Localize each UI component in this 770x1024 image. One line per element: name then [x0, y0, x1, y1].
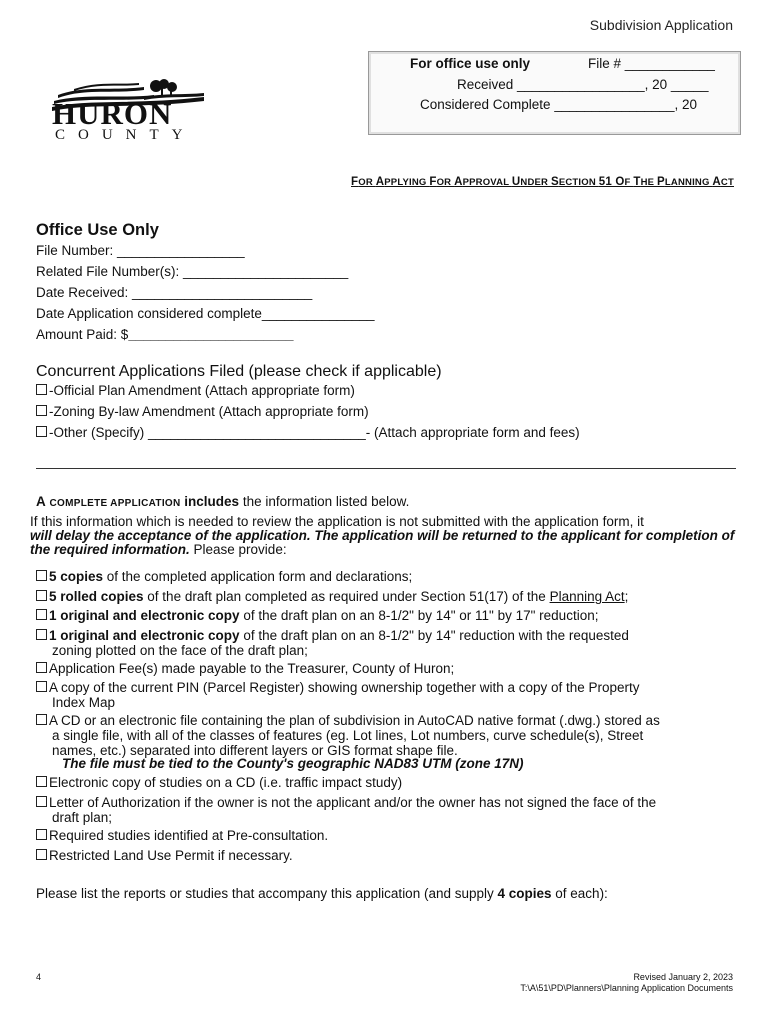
related-file-number-field[interactable]: Related File Number(s): ______________________ — [36, 264, 349, 279]
revised-date: Revised January 2, 2023 — [633, 972, 733, 982]
concurrent-item-zoning[interactable]: -Zoning By-law Amendment (Attach appropriate form) — [36, 404, 369, 419]
intro-paragraph: If this information which is needed to review the application is not submitted with the application form, it will delay the acceptance of the application. The application will be returned to the applicant for completion of the required information. Please provide: — [30, 514, 735, 557]
reports-instruction: Please list the reports or studies that accompany this application (and supply 4 copies of each): — [36, 886, 608, 901]
checklist-item-5[interactable]: Application Fee(s) made payable to the Treasurer, County of Huron; — [36, 661, 736, 676]
office-box-considered-complete: Considered Complete ________________, 20 — [420, 97, 697, 112]
intro-line: A COMPLETE APPLICATION includes the information listed below. — [36, 494, 410, 509]
nad83-note: The file must be tied to the County's geographic NAD83 UTM (zone 17N) — [62, 756, 524, 771]
office-use-heading: Office Use Only — [36, 221, 159, 239]
checkbox-other[interactable] — [36, 426, 47, 437]
checkbox-zoning[interactable] — [36, 405, 47, 416]
amount-paid-blank: ______________________ — [128, 327, 294, 342]
checklist-item-1[interactable]: 5 copies of the completed application form and declarations; — [36, 569, 736, 584]
checklist-item-6[interactable]: A copy of the current PIN (Parcel Register) showing ownership together with a copy of the Property Index Map — [36, 680, 736, 710]
concurrent-item-other[interactable]: -Other (Specify) _____________________________- (Attach appropriate form and fees) — [36, 425, 580, 440]
checklist-item-8[interactable]: Electronic copy of studies on a CD (i.e. traffic impact study) — [36, 775, 736, 790]
page-number: 4 — [36, 972, 42, 982]
checklist-item-2[interactable]: 5 rolled copies of the draft plan completed as required under Section 51(17) of the Planning Act; — [36, 589, 736, 604]
footer-revision — [520, 972, 733, 994]
section-divider — [36, 468, 736, 469]
planning-act-link[interactable]: Planning Act — [549, 589, 625, 604]
office-box-title: For office use only — [410, 56, 531, 71]
file-path: T:\A\51\PD\Planners\Planning Application Documents — [520, 983, 733, 993]
checklist-item-11[interactable]: Restricted Land Use Permit if necessary. — [36, 848, 736, 863]
office-box-received: Received _________________, 20 _____ — [457, 77, 709, 92]
date-complete-field[interactable]: Date Application considered complete_______________ — [36, 306, 375, 321]
office-box-file-number: File # ____________ — [588, 56, 715, 71]
concurrent-item-official-plan[interactable]: -Official Plan Amendment (Attach appropriate form) — [36, 383, 355, 398]
page-header-title: Subdivision Application — [589, 17, 733, 33]
office-use-box — [368, 51, 741, 135]
logo-wordmark-huron: HURON — [52, 96, 173, 131]
form-subtitle: FOR APPLYING FOR APPROVAL UNDER SECTION 51 OF THE PLANNING ACT — [351, 176, 734, 188]
amount-paid-field[interactable] — [36, 327, 294, 342]
checklist-item-10[interactable]: Required studies identified at Pre-consultation. — [36, 828, 736, 843]
checklist-item-7[interactable]: A CD or an electronic file containing the plan of subdivision in AutoCAD native format (.dwg.) stored as a single file, with all of the classes of features (eg. Lot lines, Lot numbers, curve schedule(s), Street names, etc.) separated into different layers or GIS format shape file. — [36, 713, 736, 758]
checkbox-official-plan[interactable] — [36, 384, 47, 395]
checklist-item-3[interactable]: 1 original and electronic copy of the draft plan on an 8-1/2" by 14" or 11" by 17" reduction; — [36, 608, 736, 623]
file-number-field[interactable]: File Number: _________________ — [36, 243, 245, 258]
checklist-item-9[interactable]: Letter of Authorization if the owner is not the applicant and/or the owner has not signed the face of the draft plan; — [36, 795, 736, 825]
amount-paid-label: Amount Paid: $ — [36, 327, 129, 342]
logo-wordmark-county: COUNTY — [55, 127, 196, 143]
checklist-item-4[interactable]: 1 original and electronic copy of the draft plan on an 8-1/2" by 14" reduction with the requested zoning plotted on the face of the draft plan; — [36, 628, 736, 658]
date-received-field[interactable]: Date Received: ________________________ — [36, 285, 313, 300]
concurrent-applications-heading: Concurrent Applications Filed (please check if applicable) — [36, 363, 442, 380]
